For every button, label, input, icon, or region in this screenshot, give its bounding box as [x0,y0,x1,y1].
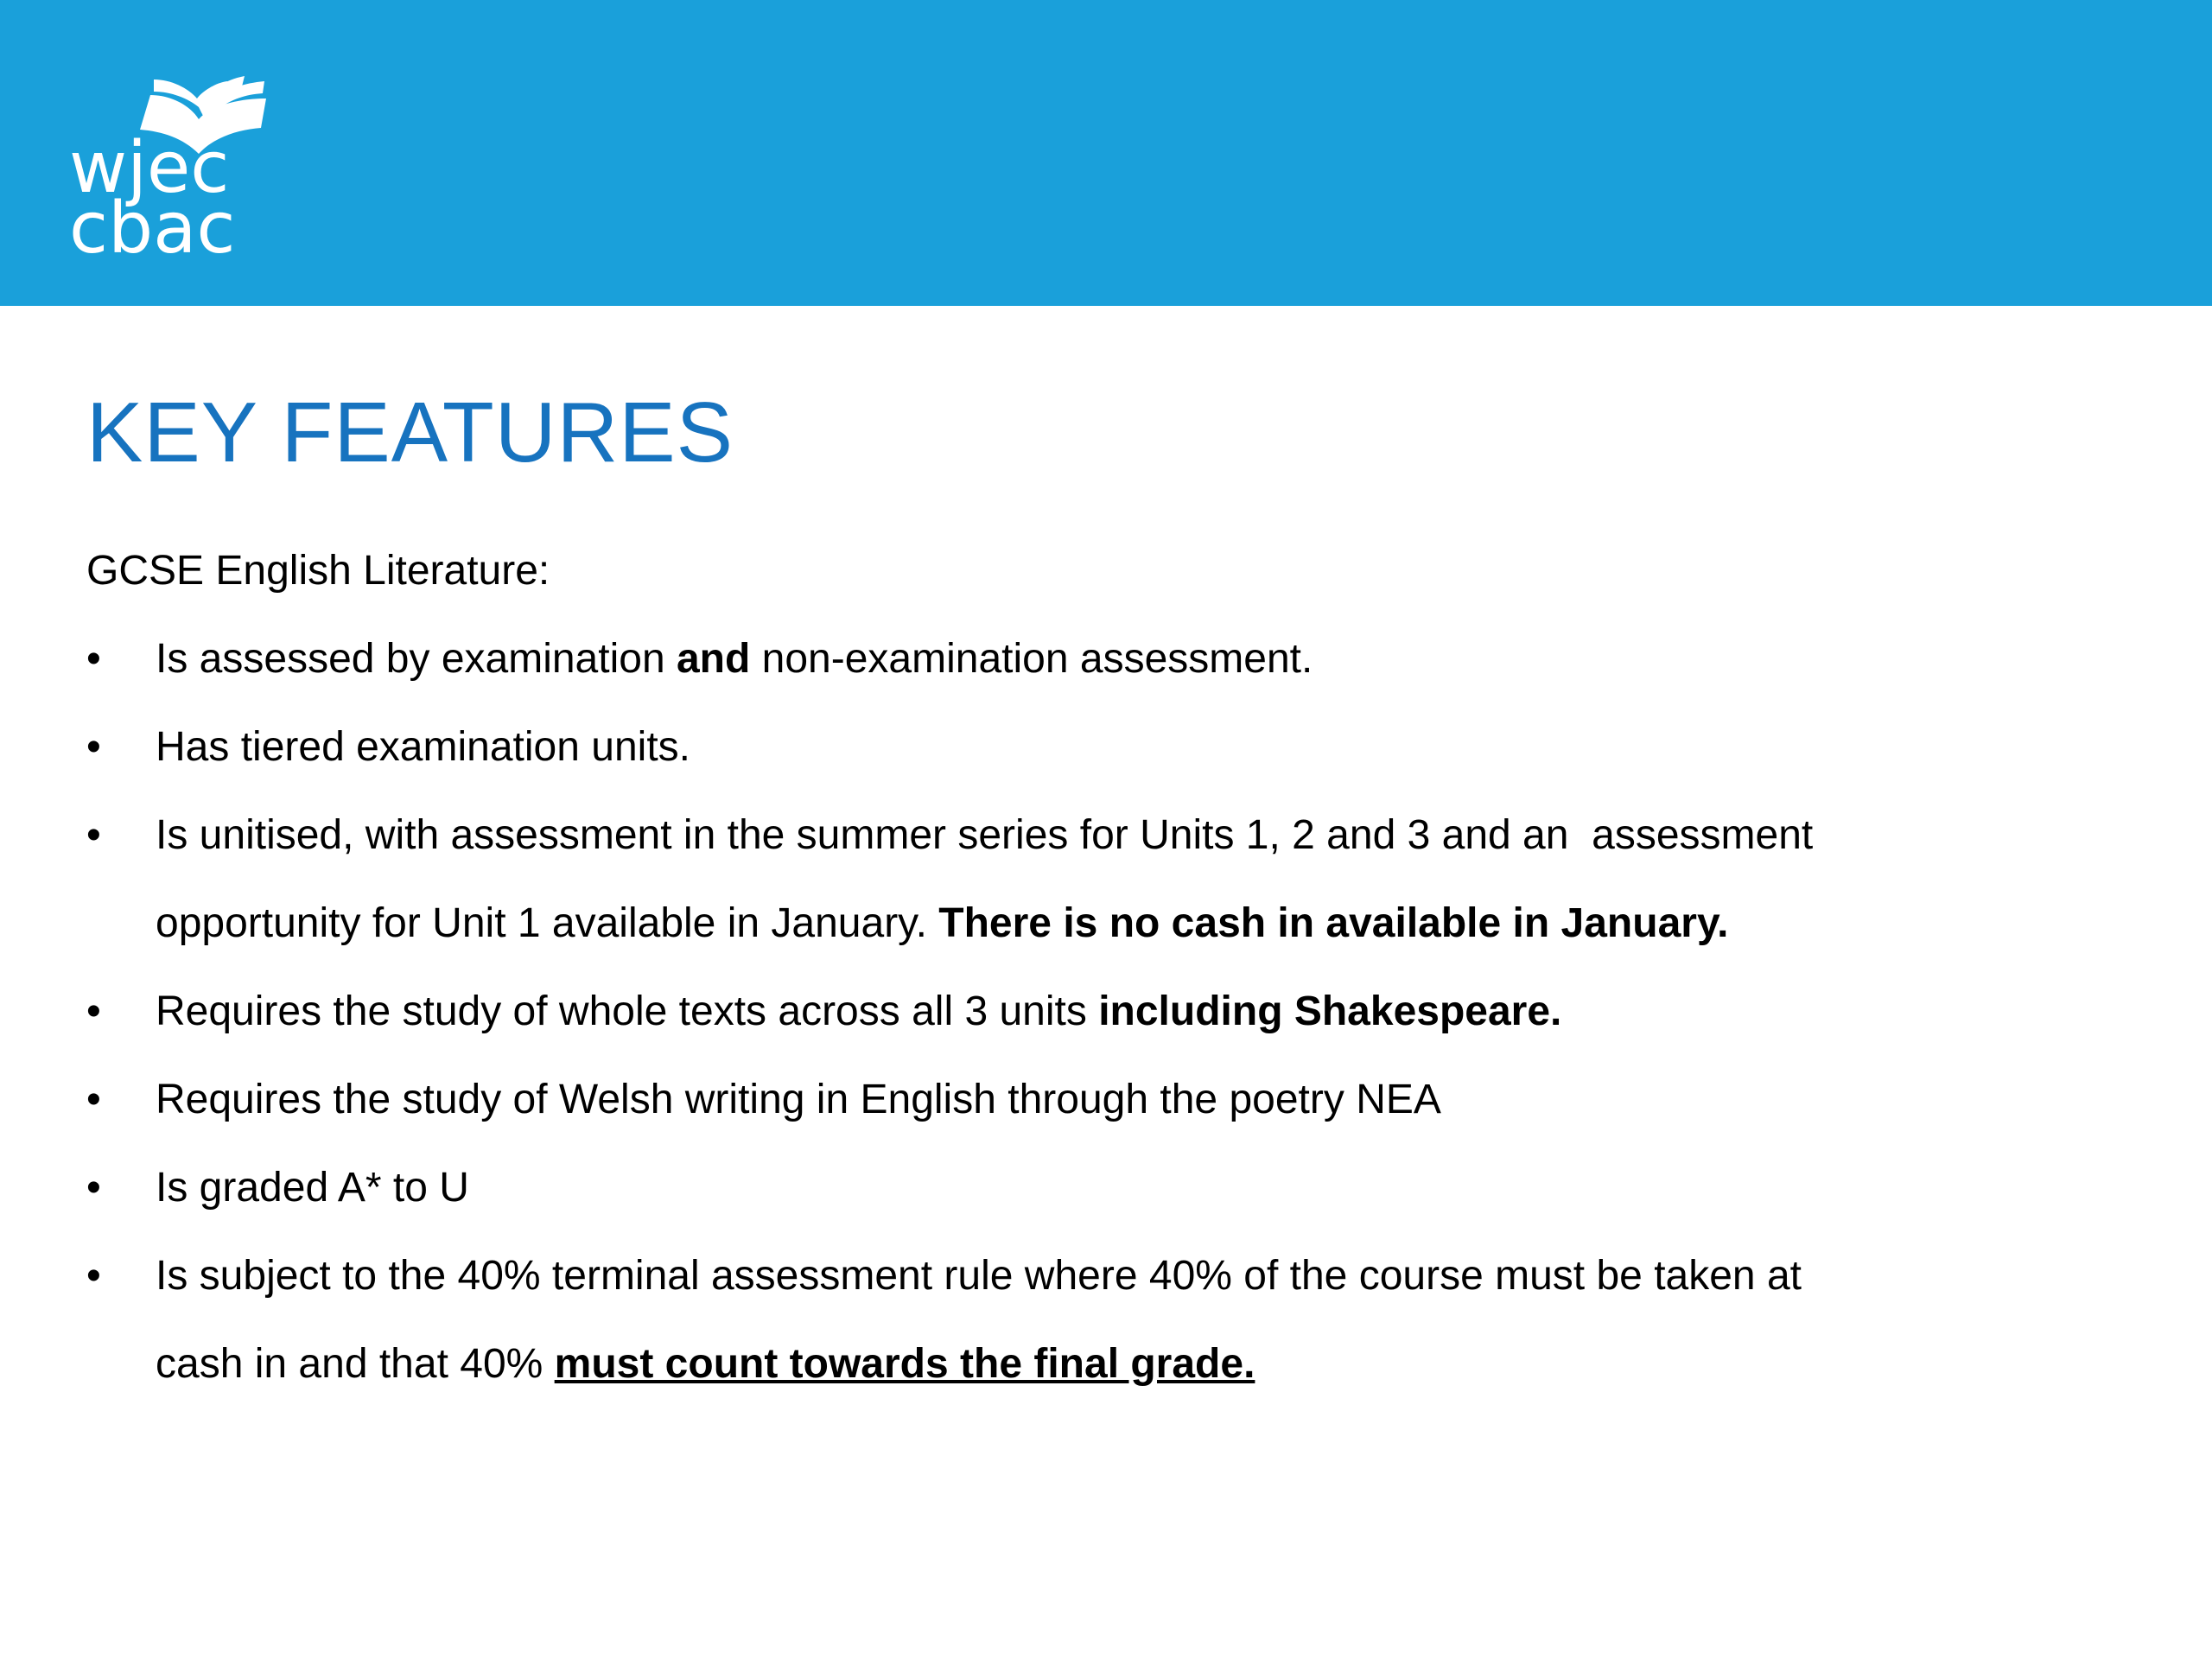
list-item [86,968,2039,1056]
bullet-marker: • [86,724,101,770]
intro-text: GCSE English Literature: [86,548,550,594]
list-item [86,1056,2039,1144]
list-item-line-1: Is unitised, with assessment in the summer series for Units 1, 2 and 3 and an assessment [156,812,1814,858]
header-band [0,0,2212,306]
list-item-text [156,968,2039,1056]
text-run: Requires the study of whole texts across all 3 units [156,988,1099,1034]
text-run-bold: including Shakespeare. [1098,988,1562,1034]
list-item-line-1: Is subject to the 40% terminal assessment rule where 40% of the course must be taken at [156,1253,1802,1299]
bullet-marker: • [86,1253,101,1299]
bullet-marker: • [86,1077,101,1122]
list-item [86,791,2039,968]
logo-line2: cbac [69,188,236,261]
text-run: opportunity for Unit 1 available in January. [156,900,939,946]
list-item-text [156,1144,2039,1232]
text-run: Is assessed by examination [156,636,677,682]
list-item [86,615,2039,703]
text-run-bold-underline: must count towards the final grade. [554,1341,1255,1387]
page-title: KEY FEATURES [86,385,734,480]
text-run: Requires the study of Welsh writing in English through the poetry NEA [156,1077,1441,1122]
bullet-marker: • [86,812,101,858]
list-item [86,1144,2039,1232]
feature-list [86,615,2039,1408]
wjec-cbac-logo [67,45,283,261]
text-run: cash in and that 40% [156,1341,555,1387]
list-item-line-2 [156,1320,2039,1408]
text-run: Has tiered examination units. [156,724,690,770]
list-item-text [156,615,2039,703]
text-run: Is graded A* to U [156,1165,469,1211]
list-item-text [156,1056,2039,1144]
bullet-marker: • [86,636,101,682]
list-item [86,703,2039,791]
logo-line1: wjec [69,127,230,209]
text-run-bold: and [676,636,751,682]
list-item [86,1232,2039,1408]
content-body [86,527,2039,1408]
text-run-bold: There is no cash in available in January. [938,900,1729,946]
text-run: non-examination assessment. [750,636,1313,682]
bullet-marker: • [86,988,101,1034]
bullet-marker: • [86,1165,101,1211]
logo-svg [67,45,283,261]
list-item-text [156,703,2039,791]
list-item-line-2 [156,880,2039,968]
